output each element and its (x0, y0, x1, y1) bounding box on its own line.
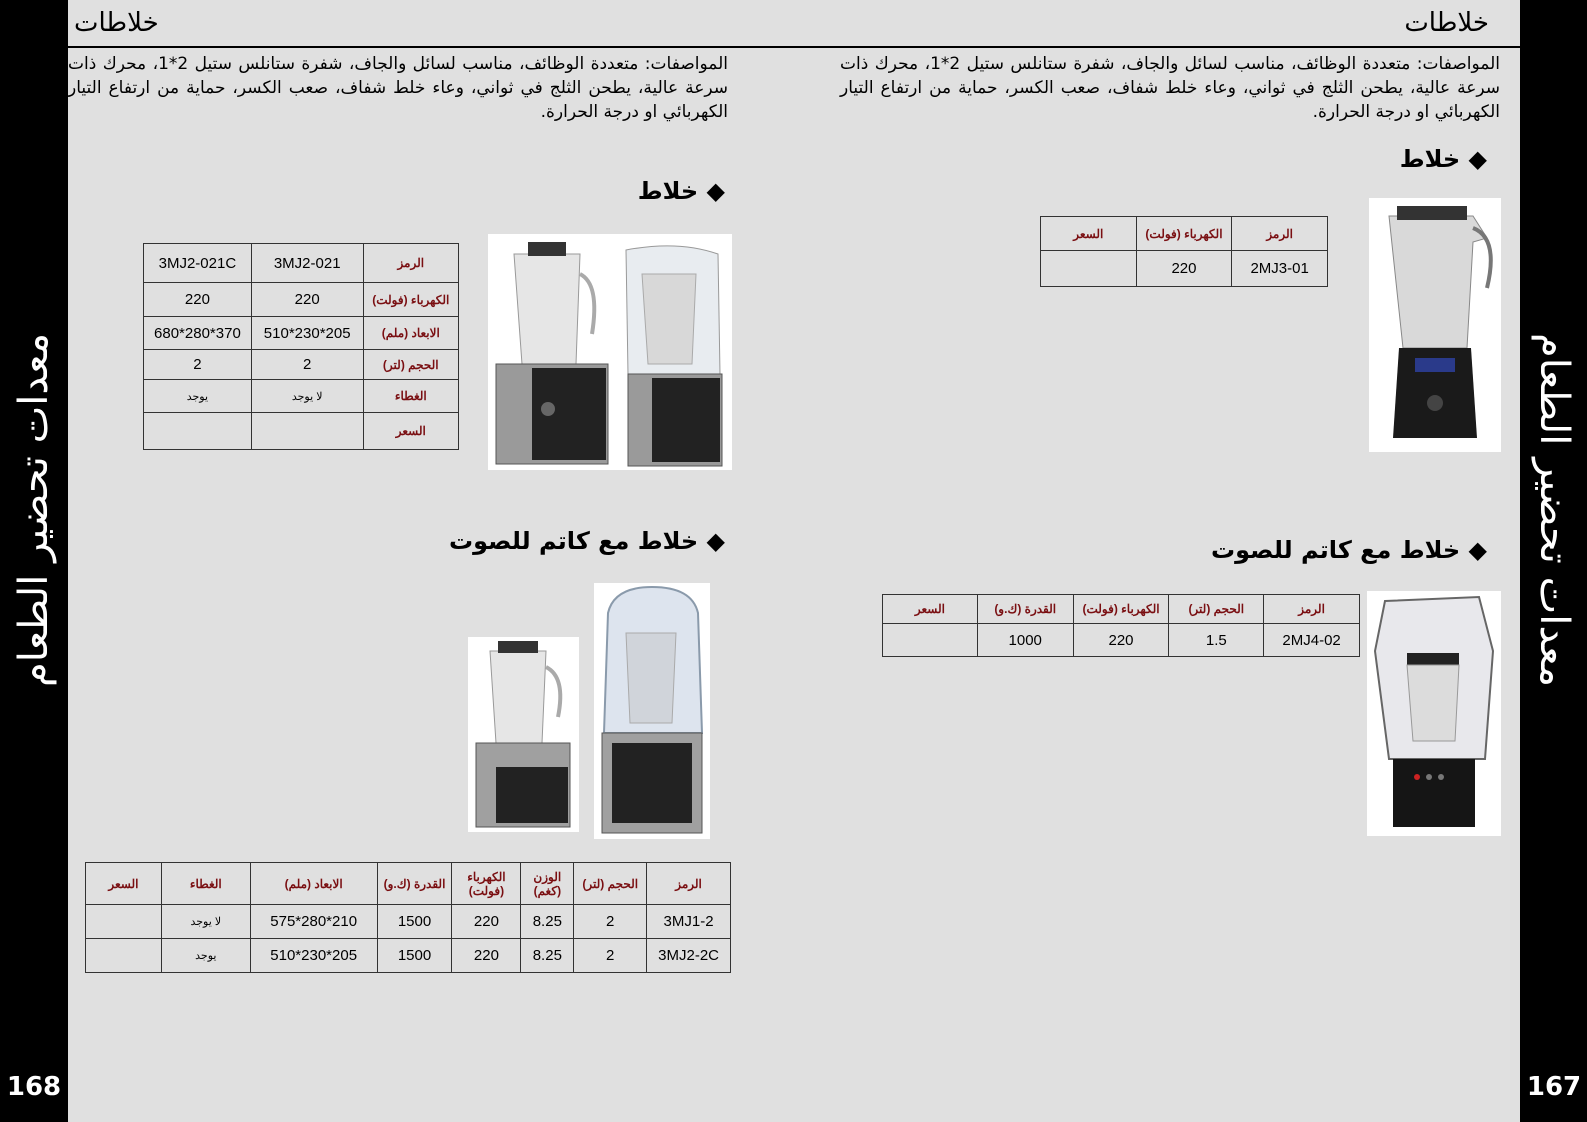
table-cell: 210*280*575 (250, 905, 377, 939)
table-header: الرمز (1264, 595, 1360, 624)
table-cell: 220 (144, 283, 252, 317)
page-number-right: 167 (1526, 1072, 1582, 1102)
table-cell: 1500 (377, 939, 452, 973)
page-title-right: خلاطات (1404, 8, 1489, 38)
table-cell: لا يوجد (161, 905, 250, 939)
table-cell: 2 (574, 939, 647, 973)
table-header: الحجم (لتر) (574, 863, 647, 905)
side-title-right: معدات تحضير الطعام (1531, 332, 1577, 688)
quiet-blender-image-2mj4 (1367, 591, 1501, 836)
blender-table-right (1040, 216, 1328, 287)
table-cell: 220 (1136, 251, 1232, 287)
table-cell (1041, 251, 1137, 287)
table-row-label: الغطاء (363, 380, 458, 413)
table-cell: 2 (574, 905, 647, 939)
table-cell: 205*230*510 (250, 939, 377, 973)
section-title-blender-right: ◆ خلاط (1399, 145, 1487, 173)
table-cell: 8.25 (521, 939, 574, 973)
table-row-label: الابعاد (ملم) (363, 317, 458, 350)
table-cell: 1.5 (1169, 624, 1264, 657)
right-side-bar (1520, 0, 1587, 1122)
table-header: الرمز (1232, 217, 1328, 251)
table-header: السعر (883, 595, 978, 624)
table-cell: 2 (144, 350, 252, 380)
table-header: الابعاد (ملم) (250, 863, 377, 905)
table-cell: 220 (251, 283, 363, 317)
page-number-left: 168 (6, 1072, 62, 1102)
blender-image-2mj3 (1369, 198, 1501, 452)
table-row-label: الرمز (363, 244, 458, 283)
blender-image-3mj2-021 (488, 234, 732, 470)
table-row-label: الحجم (لتر) (363, 350, 458, 380)
table-header: الوزن (كغم) (521, 863, 574, 905)
table-header: الرمز (647, 863, 731, 905)
diamond-icon: ◆ (1460, 145, 1487, 173)
section-title-quiet-blender-left: ◆ خلاط مع كاتم للصوت (449, 527, 725, 555)
table-cell: 205*230*510 (251, 317, 363, 350)
page-title-left: خلاطات (74, 8, 159, 38)
table-header: القدرة (ك.و) (977, 595, 1073, 624)
table-cell: 2 (251, 350, 363, 380)
table-header: الغطاء (161, 863, 250, 905)
section-title-blender-left: ◆ خلاط (637, 177, 725, 205)
table-row-label: الكهرباء (فولت) (363, 283, 458, 317)
header-divider (68, 46, 1520, 48)
table-row-label: السعر (363, 413, 458, 450)
table-cell: 1500 (377, 905, 452, 939)
table-cell (251, 413, 363, 450)
table-cell: 8.25 (521, 905, 574, 939)
side-title-left: معدات تحضير الطعام (11, 332, 57, 688)
table-cell: 3MJ2-021C (144, 244, 252, 283)
table-cell: 220 (1073, 624, 1169, 657)
table-header: الكهرباء (فولت) (452, 863, 521, 905)
table-cell (86, 905, 162, 939)
table-cell: 3MJ2-2C (647, 939, 731, 973)
table-cell: 2MJ4-02 (1264, 624, 1360, 657)
table-cell: 3MJ1-2 (647, 905, 731, 939)
quiet-blender-table-left (85, 862, 731, 973)
table-cell: يوجد (144, 380, 252, 413)
table-cell: 3MJ2-021 (251, 244, 363, 283)
section-title-quiet-blender-right: ◆ خلاط مع كاتم للصوت (1211, 536, 1487, 564)
table-cell (883, 624, 978, 657)
quiet-blender-table-right (882, 594, 1360, 657)
spec-text-left: المواصفات: متعددة الوظائف، مناسب لسائل والجاف، شفرة ستانلس ستيل 2*1، محرك ذات سرعة عالية، يطحن الثلج في ثواني، وعاء خلط شفاف، صعب الكسر، حماية من ارتفاع التيار الكهربائي او درجة الحرارة. (68, 54, 728, 122)
table-cell: 220 (452, 905, 521, 939)
table-cell: 220 (452, 939, 521, 973)
table-header: السعر (86, 863, 162, 905)
diamond-icon: ◆ (698, 527, 725, 555)
table-cell: يوجد (161, 939, 250, 973)
diamond-icon: ◆ (698, 177, 725, 205)
quiet-blender-image-3mj2-2c (594, 583, 710, 839)
table-cell: 2MJ3-01 (1232, 251, 1328, 287)
table-header: السعر (1041, 217, 1137, 251)
table-cell: 1000 (977, 624, 1073, 657)
blender-image-3mj1-2 (468, 637, 579, 832)
table-header: الحجم (لتر) (1169, 595, 1264, 624)
table-cell (86, 939, 162, 973)
table-header: الكهرباء (فولت) (1136, 217, 1232, 251)
table-cell: 370*280*680 (144, 317, 252, 350)
table-header: القدرة (ك.و) (377, 863, 452, 905)
left-side-bar (0, 0, 68, 1122)
spec-text-right: المواصفات: متعددة الوظائف، مناسب لسائل والجاف، شفرة ستانلس ستيل 2*1، محرك ذات سرعة عالية، يطحن الثلج في ثواني، وعاء خلط شفاف، صعب الكسر، حماية من ارتفاع التيار الكهربائي او درجة الحرارة. (840, 54, 1500, 122)
table-cell: لا يوجد (251, 380, 363, 413)
table-header: الكهرباء (فولت) (1073, 595, 1169, 624)
table-cell (144, 413, 252, 450)
diamond-icon: ◆ (1460, 536, 1487, 564)
blender-table-left (143, 243, 459, 450)
